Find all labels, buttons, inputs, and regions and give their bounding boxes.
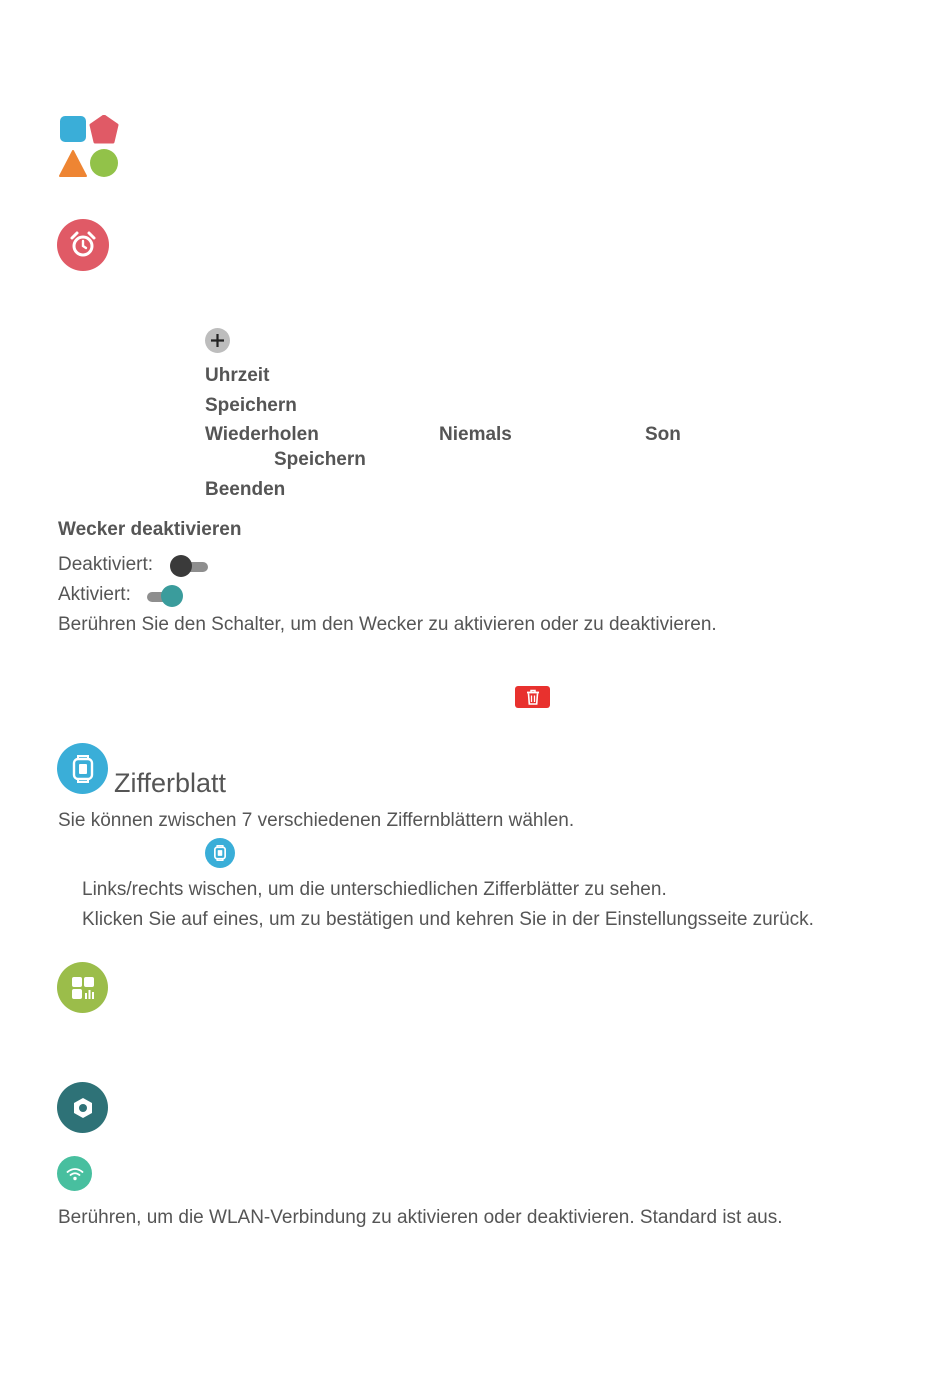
- apps-shapes-icon: [58, 115, 120, 179]
- watch-icon-small: [205, 838, 235, 868]
- widgets-icon: [57, 962, 108, 1013]
- step-sun: Son: [645, 424, 681, 445]
- watchface-title: Zifferblatt: [114, 768, 227, 798]
- step-save: Speichern: [205, 395, 297, 416]
- watchface-description: Sie können zwischen 7 verschiedenen Ziffernblättern wählen.: [58, 810, 575, 831]
- alarm-clock-icon: [57, 219, 109, 271]
- hexagon-settings-icon: [57, 1082, 108, 1133]
- watch-icon: [57, 743, 108, 794]
- wifi-description: Berühren, um die WLAN-Verbindung zu aktivieren oder deaktivieren. Standard ist aus.: [58, 1207, 783, 1228]
- step-never: Niemals: [439, 424, 512, 445]
- step-repeat: Wiederholen: [205, 424, 319, 445]
- wifi-icon: [57, 1156, 92, 1191]
- step-save-again: Speichern: [274, 449, 366, 470]
- step-finish: Beenden: [205, 479, 286, 500]
- confirm-hint: Klicken Sie auf eines, um zu bestätigen und kehren Sie in der Einstellungsseite zurück.: [82, 909, 814, 930]
- deactivate-heading: Wecker deaktivieren: [58, 519, 242, 540]
- swipe-hint: Links/rechts wischen, um die unterschiedlichen Zifferblätter zu sehen.: [82, 879, 667, 900]
- activated-label: Aktiviert:: [58, 584, 131, 605]
- toggle-off[interactable]: [170, 555, 208, 577]
- toggle-on[interactable]: [147, 585, 185, 607]
- toggle-description: Berühren Sie den Schalter, um den Wecker zu aktivieren oder zu deaktivieren.: [58, 614, 717, 635]
- trash-icon[interactable]: [515, 686, 550, 708]
- step-time: Uhrzeit: [205, 365, 270, 386]
- deactivated-label: Deaktiviert:: [58, 554, 154, 575]
- plus-icon[interactable]: [205, 328, 230, 353]
